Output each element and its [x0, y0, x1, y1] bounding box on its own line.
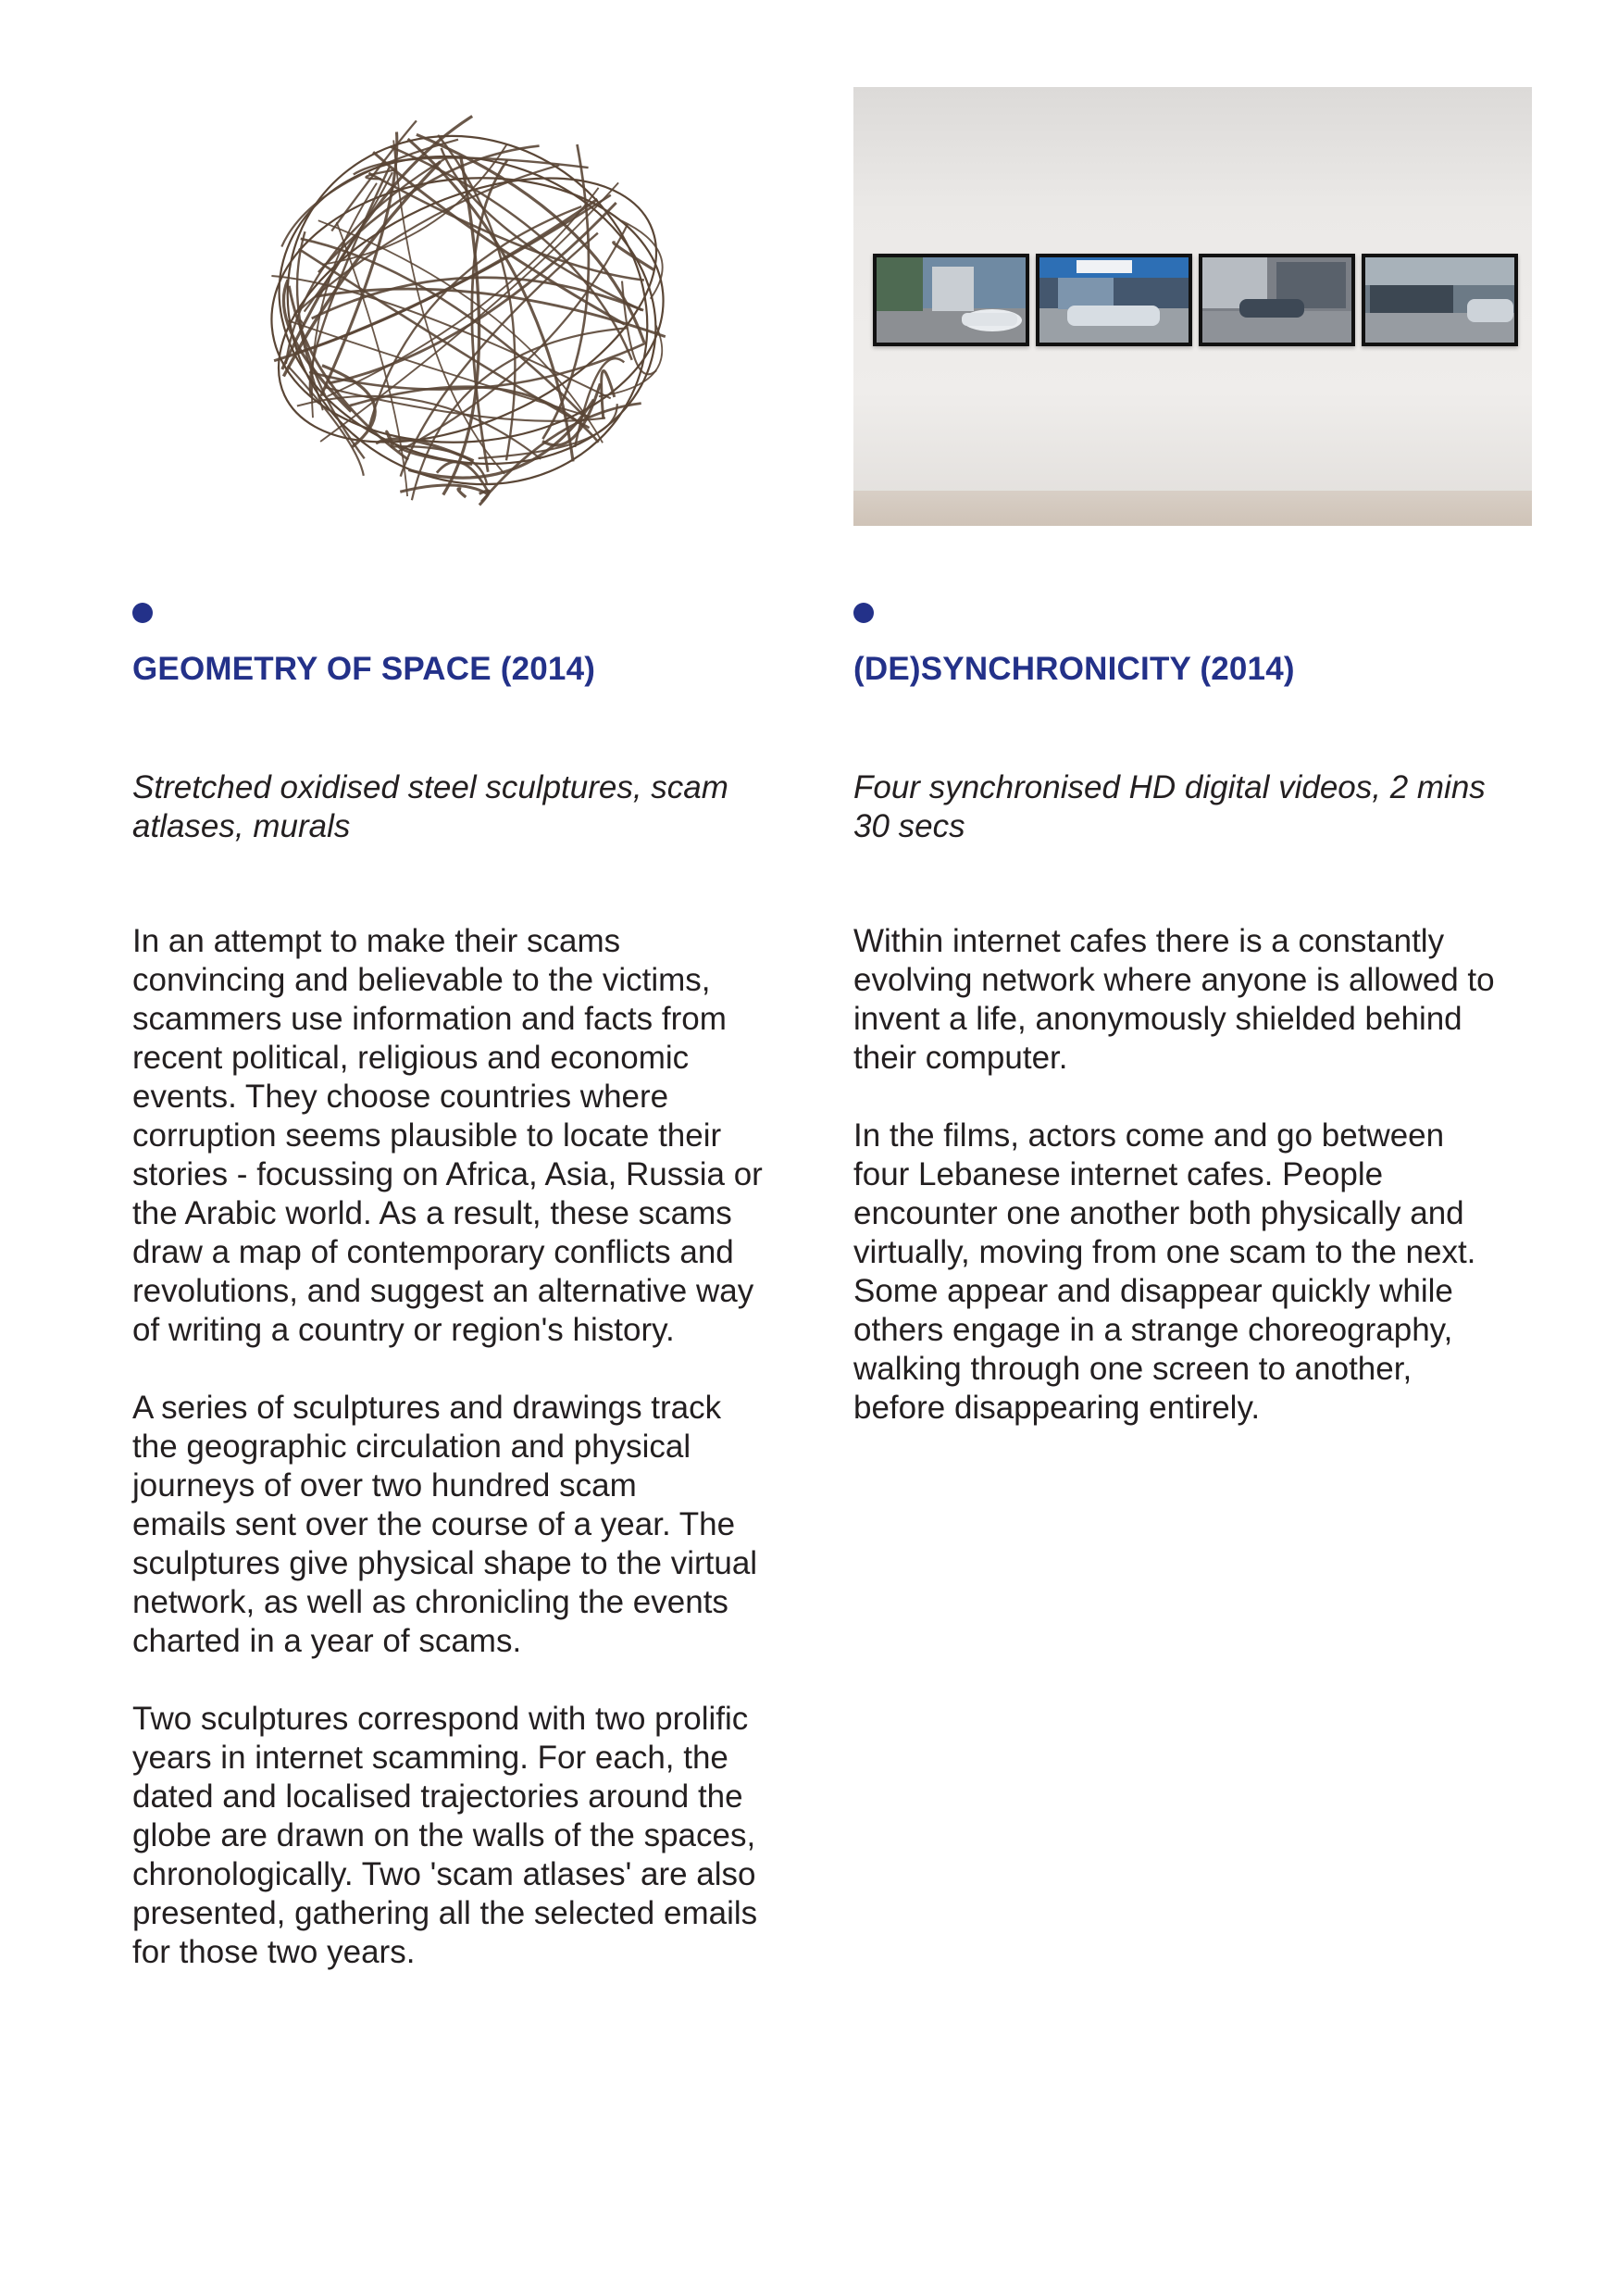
text-line: stories - focussing on Africa, Asia, Russia or [132, 1156, 763, 1192]
left-artwork-title: GEOMETRY OF SPACE (2014) [132, 651, 596, 687]
text-line: their computer. [853, 1040, 1068, 1076]
text-line: dated and localised trajectories around the [132, 1778, 743, 1815]
steel-wire [369, 173, 644, 281]
right-artwork-title: (DE)SYNCHRONICITY (2014) [853, 651, 1295, 687]
text-line: convincing and believable to the victims, [132, 962, 711, 998]
paragraph [132, 1389, 817, 1661]
text-line: the geographic circulation and physical [132, 1429, 691, 1465]
text-line: before disappearing entirely. [853, 1390, 1261, 1426]
text-line: the Arabic world. As a result, these scams [132, 1195, 732, 1231]
text-line: network, as well as chronicling the events [132, 1584, 728, 1620]
left-artwork-medium [132, 768, 817, 846]
medium-line: Stretched oxidised steel sculptures, scam [132, 769, 728, 805]
paragraph [132, 922, 817, 1350]
wire-sphere-sculpture [236, 97, 699, 523]
gallery-installation-image [853, 87, 1532, 526]
right-artwork-medium [853, 768, 1538, 846]
paragraph [853, 1117, 1538, 1428]
text-line: Two sculptures correspond with two prolific [132, 1701, 749, 1737]
text-line: others engage in a strange choreography, [853, 1312, 1453, 1348]
medium-line: atlases, murals [132, 808, 351, 844]
text-line: invent a life, anonymously shielded behind [853, 1001, 1462, 1037]
steel-wire [458, 489, 466, 497]
paragraph [132, 1700, 817, 1972]
video-screen [1036, 254, 1192, 346]
text-line: years in internet scamming. For each, the [132, 1740, 728, 1776]
text-line: draw a map of contemporary conflicts and [132, 1234, 734, 1270]
right-description [853, 922, 1538, 1466]
text-line: presented, gathering all the selected emails [132, 1895, 758, 1931]
video-screen [1362, 254, 1518, 346]
video-screen [1199, 254, 1355, 346]
text-line: Within internet cafes there is a constantly [853, 923, 1445, 959]
text-line: charted in a year of scams. [132, 1623, 522, 1659]
steel-wire [479, 491, 490, 505]
text-line: recent political, religious and economic [132, 1040, 690, 1076]
steel-wire [286, 158, 446, 364]
medium-line: 30 secs [853, 808, 965, 844]
text-line: journeys of over two hundred scam [132, 1467, 637, 1504]
text-line: globe are drawn on the walls of the spaces, [132, 1817, 756, 1853]
text-line: events. They choose countries where [132, 1079, 669, 1115]
text-line: of writing a country or region's history. [132, 1312, 675, 1348]
text-line: encounter one another both physically and [853, 1195, 1464, 1231]
text-line: four Lebanese internet cafes. People [853, 1156, 1384, 1192]
bullet-dot [132, 603, 153, 623]
paragraph [853, 922, 1538, 1078]
gallery-floor [853, 491, 1532, 526]
text-line: A series of sculptures and drawings track [132, 1390, 722, 1426]
medium-line: Four synchronised HD digital videos, 2 mins [853, 769, 1486, 805]
text-line: revolutions, and suggest an alternative way [132, 1273, 754, 1309]
text-line: for those two years. [132, 1934, 416, 1970]
text-line: evolving network where anyone is allowed to [853, 962, 1495, 998]
text-line: chronologically. Two 'scam atlases' are also [132, 1856, 756, 1892]
steel-wire [575, 358, 624, 447]
text-line: In the films, actors come and go between [853, 1117, 1445, 1154]
text-line: virtually, moving from one scam to the next. [853, 1234, 1476, 1270]
text-line: Some appear and disappear quickly while [853, 1273, 1453, 1309]
text-line: In an attempt to make their scams [132, 923, 621, 959]
text-line: emails sent over the course of a year. The [132, 1506, 736, 1542]
bullet-dot [853, 603, 874, 623]
text-line: scammers use information and facts from [132, 1001, 727, 1037]
video-screen [873, 254, 1029, 346]
sculpture-image [236, 97, 699, 523]
text-line: sculptures give physical shape to the virtual [132, 1545, 758, 1581]
left-description [132, 922, 817, 2011]
text-line: corruption seems plausible to locate their [132, 1117, 722, 1154]
text-line: walking through one screen to another, [853, 1351, 1413, 1387]
